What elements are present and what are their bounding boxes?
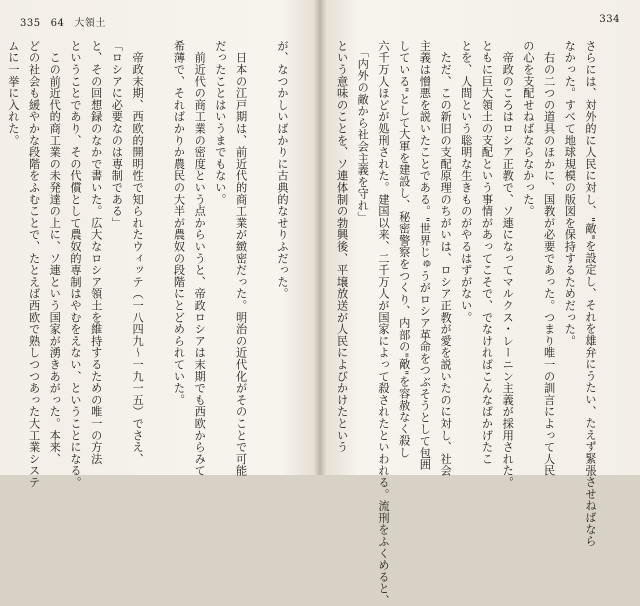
- text-line: [0, 40, 2, 465]
- text-line: どの社会も緩やかな段階をふむことで、たとえば西欧で熟しつつあった大工業システ: [27, 40, 41, 489]
- right-page: [322, 0, 640, 606]
- text-line: している"として大軍を建設し、秘密警察をつくり、内部の"敵"を容赦なく殺し: [397, 40, 411, 459]
- right-page-text: [330, 40, 600, 606]
- left-page-text: [6, 40, 292, 489]
- text-line: 「内外の敵から社会主義を守れ」: [356, 40, 370, 224]
- text-line: 希薄で、そればかりか農民の大半が農奴の段階にとどめられていた。: [172, 40, 186, 406]
- text-line: 右の二つの道具のほかに、国教が必要であった。つまり唯一の訓言によって人民: [542, 40, 556, 477]
- right-running-head: [599, 14, 620, 25]
- left-running-head: [20, 14, 106, 29]
- text-line: [147, 40, 168, 465]
- text-line: ということであり、その代償として農奴的専制はやむをえない、ということになる。: [68, 40, 82, 489]
- text-line: ともに巨大領土の支配という事情があってこそで、でなければこんなばかげたこ: [480, 40, 494, 465]
- text-line: 主義は憎悪を説いたことである。"世界じゅうがロシア革命をつぶそうとして包囲: [418, 40, 432, 471]
- text-line: さらには、対外的に人民に対し、"敵"を設定し、それを雄弁にうたい、たえず緊張させねばなら: [584, 40, 597, 548]
- text-line: [251, 40, 272, 465]
- text-line: が、なつかしいばかりに古典的なせりふだった。: [276, 40, 289, 300]
- text-line: の心を支配せねばならなかった。: [521, 40, 535, 217]
- text-line: 帝政末期、西欧的開明性で知られたウィッテ（一八四九〜一九一五）でさえ、: [131, 40, 145, 465]
- text-line: なかった。すべて地球規模の版図を保持するためだった。: [563, 40, 577, 347]
- text-line: ムに一挙に入れた。: [6, 40, 20, 147]
- left-page-number: 335: [20, 18, 41, 29]
- text-line: とを、人間という聡明な生きものがやるはずがない。: [459, 40, 473, 324]
- text-line: 帝政のころはロシア正教で、ソ連になってマルクス・レーニン主義が採用された。: [501, 40, 515, 489]
- text-line: 「ロシアに必要なのは専制である」: [110, 40, 124, 229]
- text-line: この前近代的商工業の未発達の上に、ソ連という国家が湧きあがった。本来、: [48, 40, 62, 465]
- chapter-number: 64: [50, 18, 65, 29]
- text-line: という意味のことを、ソ連体制の勃興後、平壌放送が人民によびかけたという: [335, 40, 349, 453]
- text-line: ただ、この新旧の支配原理のちがいは、ロシア正教が愛を説いたのに対し、社会: [439, 40, 453, 477]
- text-line: 六千万人ほどが処刑された。建国以来、二千万人が国家によって殺されたといわれる。流刑をふくめると、: [376, 40, 390, 606]
- text-line: と、その回想録のなかで書いた。広大なロシア領土を維持するための唯一の方法: [89, 40, 103, 465]
- left-page: [0, 0, 318, 489]
- text-line: 前近代の商工業の密度という点からいうと、帝政ロシアは末期でも西欧からみて: [193, 40, 207, 477]
- text-line: 日本の江戸期は、前近代的商工業が緻密だった。明治の近代化がそのことで可能: [234, 40, 248, 477]
- running-title: 大領土: [74, 18, 106, 29]
- right-page-number: 334: [599, 14, 620, 25]
- text-line: だったことはいうまでもない。: [213, 40, 227, 206]
